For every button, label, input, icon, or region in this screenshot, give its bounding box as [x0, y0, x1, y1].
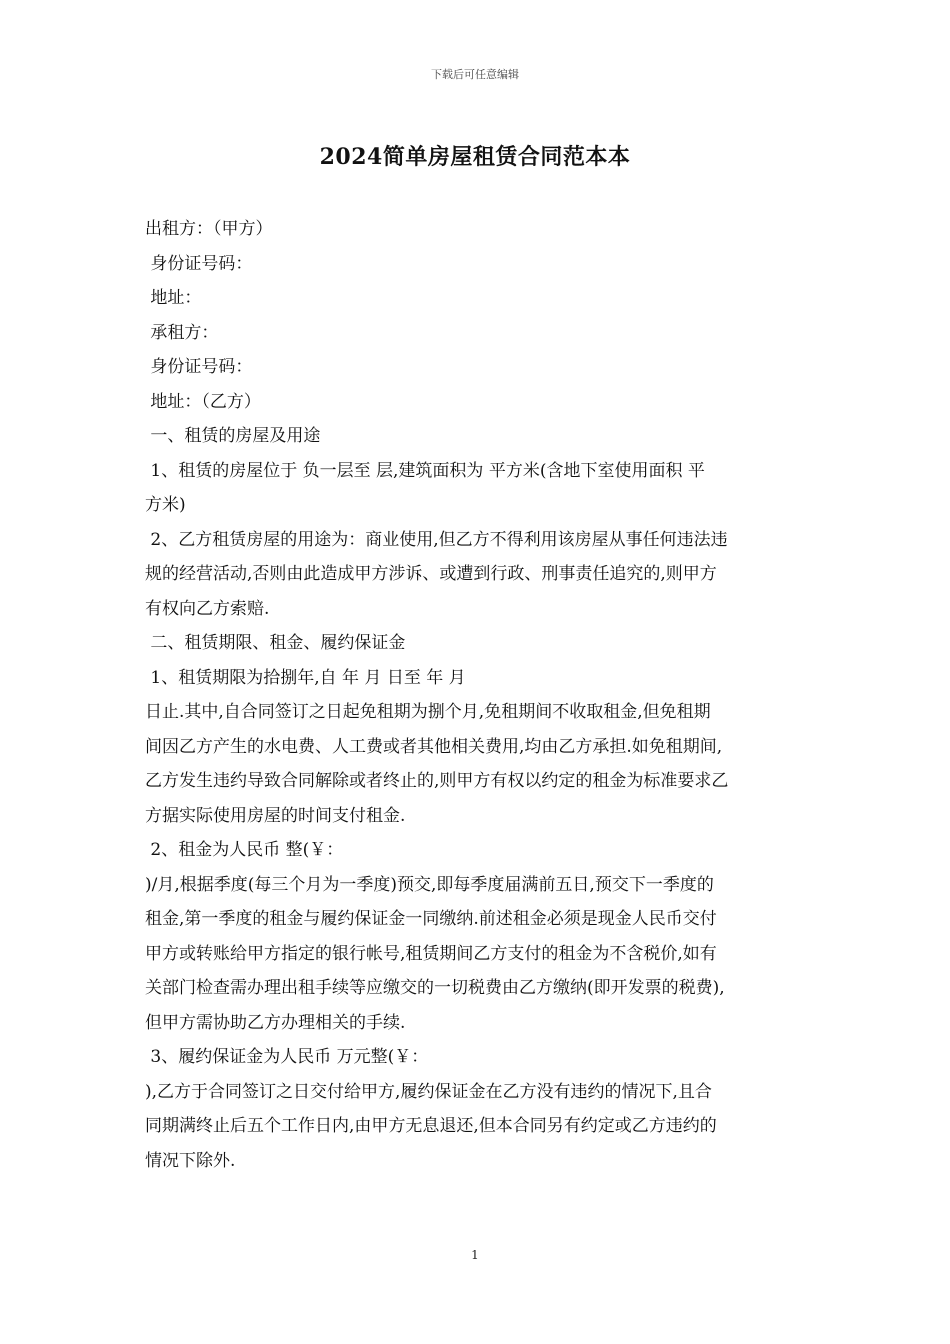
text-line: 间因乙方产生的水电费、人工费或者其他相关费用,均由乙方承担.如免租期间, [145, 736, 723, 757]
text-line: 甲方或转账给甲方指定的银行帐号,租赁期间乙方支付的租金为不含税价,如有 [145, 943, 717, 964]
text-line: )/月,根据季度(每三个月为一季度)预交,即每季度届满前五日,预交下一季度的 [145, 874, 714, 895]
document-title: 2024简单房屋租赁合同范本本 [319, 144, 631, 170]
text-line: 出租方：（甲方） [145, 219, 273, 239]
text-line: 身份证号码： [145, 253, 253, 274]
text-line: 承租方： [145, 322, 219, 343]
text-line: 身份证号码： [145, 357, 253, 377]
text-line: 同期满终止后五个工作日内,由甲方无息退还,但本合同另有约定或乙方违约的 [145, 1116, 717, 1136]
contract-body [145, 212, 810, 1178]
text-line: 1、租赁的房屋位于 负一层至 层,建筑面积为 平方米(含地下室使用面积 平 [145, 460, 705, 481]
text-line: 地址：（乙方） [145, 391, 261, 412]
text-line: 方米) [145, 495, 186, 515]
text-line: 关部门检查需办理出租手续等应缴交的一切税费由乙方缴纳(即开发票的税费), [145, 978, 725, 998]
header-note: 下载后可任意编辑 [431, 68, 519, 81]
text-line: 有权向乙方索赔. [145, 598, 270, 619]
text-line: 地址： [145, 288, 202, 308]
text-line: ),乙方于合同签订之日交付给甲方,履约保证金在乙方没有违约的情况下,且合 [145, 1081, 712, 1102]
text-line: 租金,第一季度的租金与履约保证金一同缴纳.前述租金必须是现金人民币交付 [145, 909, 717, 929]
text-line: 乙方发生违约导致合同解除或者终止的,则甲方有权以约定的租金为标准要求乙 [145, 771, 729, 791]
text-line: 2、乙方租赁房屋的用途为：商业使用,但乙方不得利用该房屋从事任何违法违 [145, 529, 728, 550]
text-line: 方据实际使用房屋的时间支付租金. [145, 805, 406, 826]
section-heading: 一、租赁的房屋及用途 [145, 426, 321, 446]
page-number: 1 [471, 1248, 479, 1262]
text-line: 规的经营活动,否则由此造成甲方涉诉、或遭到行政、刑事责任追究的,则甲方 [145, 564, 717, 584]
text-line: 2、租金为人民币 整(￥： [145, 840, 344, 860]
text-line: 情况下除外. [145, 1150, 236, 1171]
text-line: 日止.其中,自合同签订之日起免租期为捌个月,免租期间不收取租金,但免租期 [145, 702, 711, 722]
section-heading: 二、租赁期限、租金、履约保证金 [145, 633, 406, 653]
text-line: 1、租赁期限为拾捌年,自 年 月 日至 年 月 [145, 667, 466, 688]
text-line: 3、履约保证金为人民币 万元整(￥： [145, 1047, 429, 1067]
text-line: 但甲方需协助乙方办理相关的手续. [145, 1012, 406, 1033]
